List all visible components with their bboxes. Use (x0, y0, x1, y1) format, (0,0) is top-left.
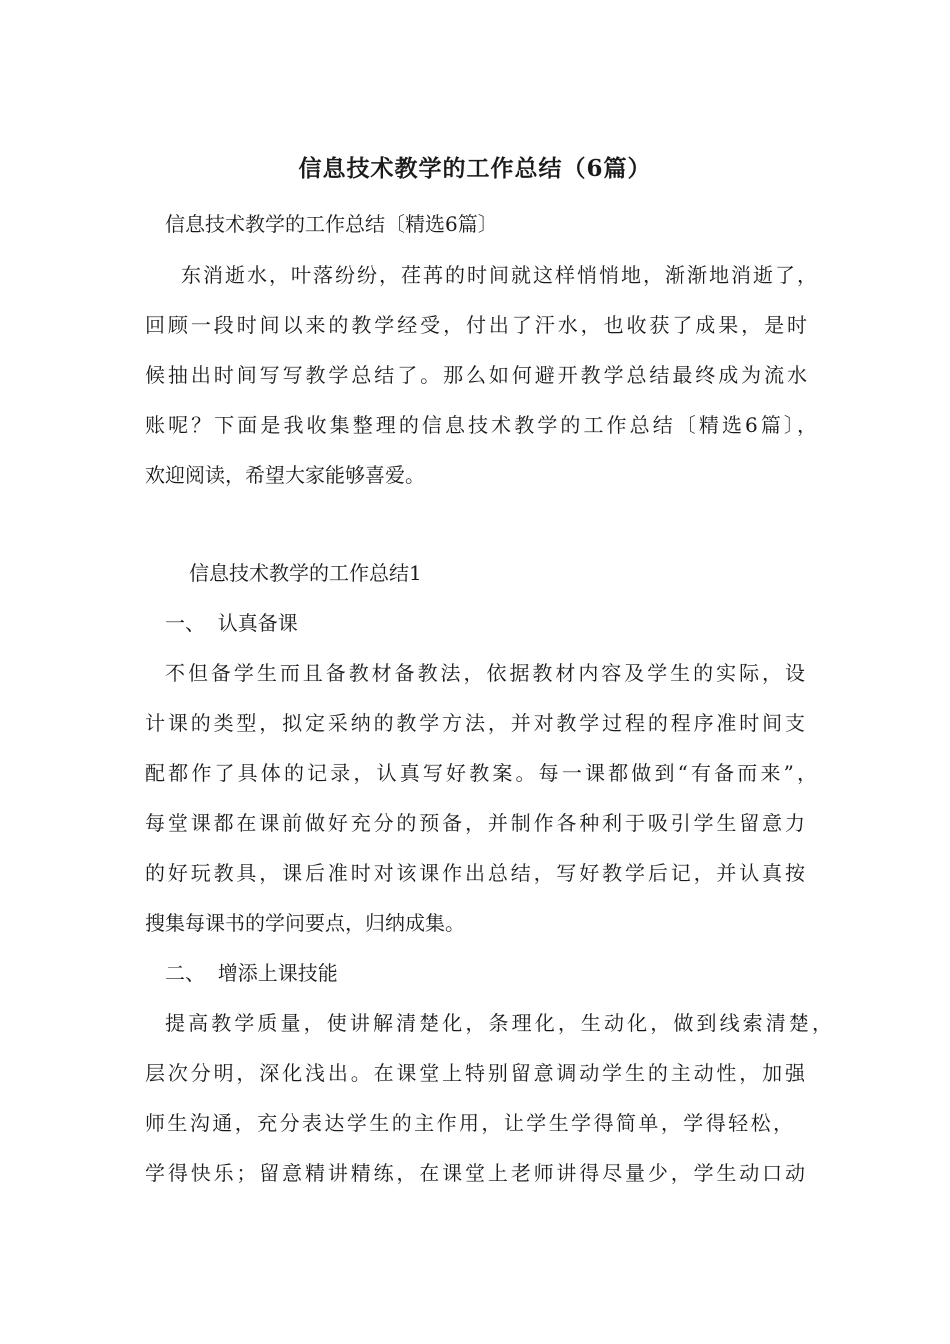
section-heading: 一、 认真备课 (165, 611, 298, 635)
paragraph-line: 提高教学质量，使讲解清楚化，条理化，生动化，做到线索清楚， (165, 1011, 832, 1035)
paragraph-line: 计课的类型，拟定采纳的教学方法，并对教学过程的程序准时间支 (145, 711, 805, 735)
paragraph-line: 搜集每课书的学问要点，归纳成集。 (145, 911, 465, 935)
intro-line: 欢迎阅读，希望大家能够喜爱。 (145, 463, 425, 487)
intro-line: 回顾一段时间以来的教学经受，付出了汗水，也收获了成果，是时 (145, 313, 807, 337)
intro-line: 账呢？下面是我收集整理的信息技术教学的工作总结〔精选6篇〕， (145, 413, 817, 437)
paragraph-line: 每堂课都在课前做好充分的预备，并制作各种利于吸引学生留意力 (145, 811, 805, 835)
intro-line: 东消逝水，叶落纷纷，荏苒的时间就这样悄悄地，渐渐地消逝了， (181, 263, 817, 287)
section-heading: 二、 增添上课技能 (165, 961, 338, 985)
document-title: 信息技术教学的工作总结（6篇） (298, 155, 652, 182)
paragraph-line: 的好玩教具，课后准时对该课作出总结，写好教学后记，并认真按 (145, 861, 805, 885)
paragraph-line: 层次分明，深化浅出。在课堂上特别留意调动学生的主动性，加强 (145, 1061, 805, 1085)
paragraph-line: 学得快乐；留意精讲精练，在课堂上老师讲得尽量少，学生动口动 (145, 1161, 805, 1185)
paragraph-line: 配都作了具体的记录，认真写好教案。每一课都做到“有备而来”， (145, 761, 817, 785)
paragraph-line: 师生沟通，充分表达学生的主作用，让学生学得简单，学得轻松， (145, 1111, 793, 1135)
section-title: 信息技术教学的工作总结1 (189, 561, 422, 585)
paragraph-line: 不但备学生而且备教材备教法，依据教材内容及学生的实际，设 (165, 661, 805, 685)
intro-line: 候抽出时间写写教学总结了。那么如何避开教学总结最终成为流水 (145, 363, 807, 387)
document-subtitle: 信息技术教学的工作总结〔精选6篇〕 (165, 212, 498, 236)
